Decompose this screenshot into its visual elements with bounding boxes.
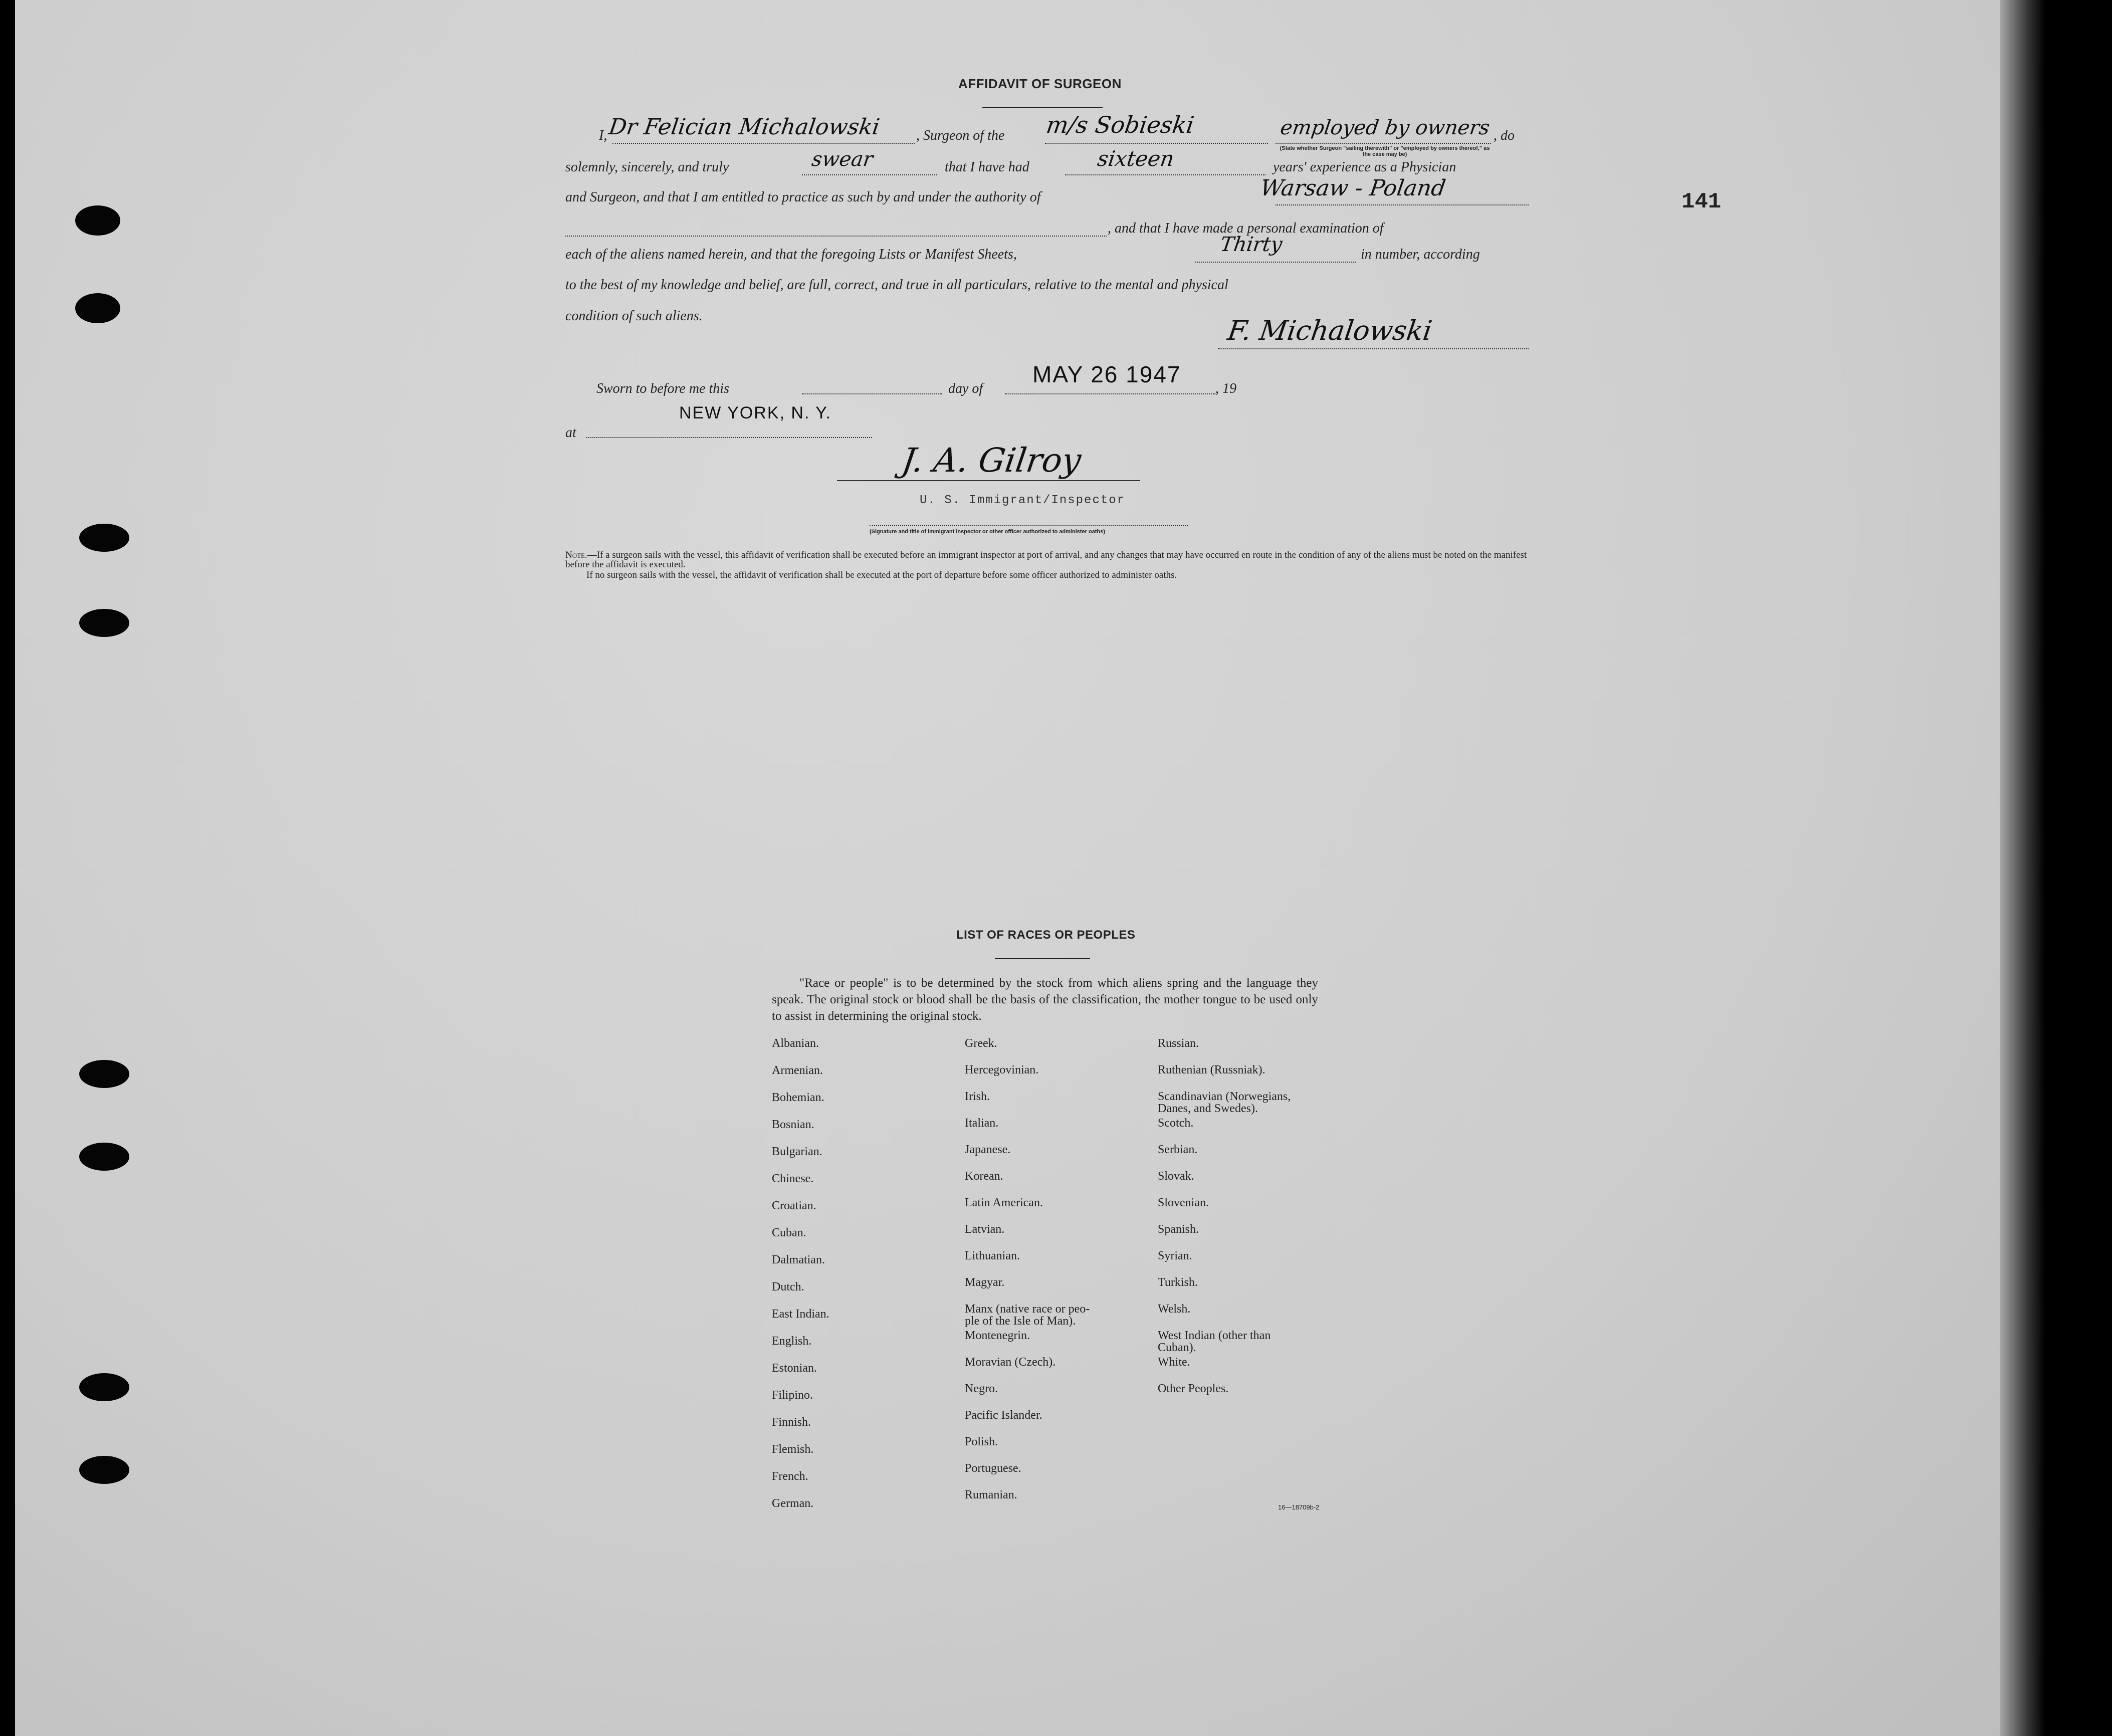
affidavit-title: AFFIDAVIT OF SURGEON	[958, 76, 1122, 91]
races-title: LIST OF RACES OR PEOPLES	[956, 928, 1136, 942]
note-label: Note.	[565, 550, 587, 560]
sheets-handwritten: Thirty	[1218, 233, 1284, 256]
race-item: Serbian.	[1158, 1143, 1198, 1156]
binder-hole	[79, 524, 129, 552]
affidavit-line-1-mid: , Surgeon of the	[916, 128, 1005, 143]
affidavit-line-3-prefix: and Surgeon, and that I am entitled to practice as such by and under the authority of	[565, 189, 1041, 205]
race-item: Magyar.	[965, 1276, 1005, 1289]
vessel-handwritten: m/s Sobieski	[1044, 111, 1196, 138]
affidavit-line-1-prefix: I,	[599, 128, 607, 143]
races-column-1	[772, 1037, 947, 1539]
race-item: Lithuanian.	[965, 1249, 1020, 1262]
races-intro: "Race or people" is to be determined by the stock from which aliens spring and the language they speak. The original stock or blood shall be the basis of the classification, the mother tongue to be used only to assist in determining the original stock.	[772, 976, 1318, 1023]
affidavit-note	[565, 550, 1528, 569]
binder-hole	[75, 293, 120, 323]
races-column-2	[965, 1037, 1160, 1539]
race-item: Slovak.	[1158, 1170, 1194, 1183]
race-item: Chinese.	[772, 1172, 814, 1185]
race-item: Albanian.	[772, 1037, 819, 1050]
blank-vessel	[1045, 143, 1268, 144]
race-item: Slovenian.	[1158, 1196, 1209, 1209]
race-item: Armenian.	[772, 1064, 823, 1077]
affidavit-line-2-suffix: years' experience as a Physician	[1273, 159, 1456, 175]
blank-sheets	[1195, 262, 1356, 263]
years-handwritten: sixteen	[1096, 146, 1176, 171]
race-item: Irish.	[965, 1090, 990, 1103]
blank-surgeon-name	[612, 143, 915, 144]
races-column-3	[1158, 1037, 1368, 1539]
race-item: Latin American.	[965, 1196, 1043, 1209]
title-divider	[982, 107, 1103, 108]
race-item: Manx (native race or peo- ple of the Isle of Man).	[965, 1303, 1090, 1328]
inspector-signature: J. A. Gilroy	[899, 441, 1084, 480]
inspector-signature-line	[837, 480, 1140, 481]
race-item: White.	[1158, 1356, 1190, 1369]
affidavit-line-5-suffix: in number, according	[1361, 247, 1480, 262]
binder-hole	[79, 1373, 129, 1401]
affidavit-line-6: to the best of my knowledge and belief, are full, correct, and true in all particulars, relative to the mental and physical	[565, 277, 1228, 293]
race-item: Greek.	[965, 1037, 997, 1050]
inspector-title-typed: U. S. Immigrant/Inspector	[920, 494, 1126, 507]
page-edge-shadow	[2000, 0, 2045, 1736]
race-item: Moravian (Czech).	[965, 1356, 1056, 1369]
blank-sworn-day	[802, 393, 942, 394]
binder-hole	[75, 205, 120, 236]
race-item: Flemish.	[772, 1443, 814, 1456]
race-item: Filipino.	[772, 1389, 813, 1402]
page-number: 141	[1681, 189, 1722, 214]
race-item: Negro.	[965, 1382, 998, 1395]
date-stamp: MAY 26 1947	[1032, 361, 1181, 387]
race-item: Polish.	[965, 1435, 998, 1448]
sworn-at: at	[565, 425, 576, 441]
blank-employment	[1276, 143, 1491, 144]
blank-sworn-place	[586, 437, 872, 438]
affidavit-line-1-suffix: , do	[1494, 128, 1515, 143]
blank-authority	[1276, 204, 1529, 205]
race-item: Syrian.	[1158, 1249, 1192, 1262]
race-item: Cuban.	[772, 1226, 806, 1239]
blank-years	[1065, 174, 1265, 175]
race-item: Portuguese.	[965, 1462, 1021, 1475]
blank-authority-cont	[565, 236, 1107, 237]
binder-hole	[79, 1143, 129, 1171]
affidavit-line-2-mid: that I have had	[945, 159, 1029, 175]
affidavit-line-5-prefix: each of the aliens named herein, and that the foregoing Lists or Manifest Sheets,	[565, 247, 1017, 262]
binder-hole	[79, 1456, 129, 1484]
race-item: Japanese.	[965, 1143, 1011, 1156]
race-item: Korean.	[965, 1170, 1003, 1183]
race-item: Dalmatian.	[772, 1253, 825, 1266]
surgeon-name-handwritten: Dr Felician Michalowski	[607, 114, 882, 140]
race-item: Pacific Islander.	[965, 1409, 1042, 1422]
sworn-year-prefix: , 19	[1215, 381, 1236, 396]
oath-handwritten: swear	[810, 148, 875, 171]
affidavit-note-2: If no surgeon sails with the vessel, the affidavit of verification shall be executed at the port of departure before some officer authorized to administer oaths.	[586, 570, 1177, 580]
note-text-1: —If a surgeon sails with the vessel, this affidavit of verification shall be executed before an immigrant inspector at port of arrival, and any changes that may have occurred en route in the condition of any of the aliens must be noted on the manifest before the affidavit is executed.	[565, 550, 1527, 570]
employment-handwritten: employed by owners	[1279, 116, 1492, 139]
race-item: East Indian.	[772, 1308, 829, 1321]
race-item: Croatian.	[772, 1199, 816, 1212]
form-code: 16—18709b-2	[1278, 1503, 1320, 1511]
race-item: Spanish.	[1158, 1223, 1199, 1236]
authority-handwritten: Warsaw - Poland	[1258, 175, 1447, 201]
binder-hole	[79, 1060, 129, 1088]
race-item: Ruthenian (Russniak).	[1158, 1063, 1265, 1076]
affidavit-line-2-prefix: solemnly, sincerely, and truly	[565, 159, 729, 175]
race-item: Scotch.	[1158, 1117, 1194, 1130]
race-item: Welsh.	[1158, 1303, 1191, 1316]
race-item: French.	[772, 1470, 808, 1483]
surgeon-signature-line	[1218, 348, 1529, 349]
race-item: Finnish.	[772, 1416, 811, 1429]
race-item: Bohemian.	[772, 1091, 824, 1104]
race-item: English.	[772, 1335, 812, 1348]
race-item: Other Peoples.	[1158, 1382, 1229, 1395]
race-item: Rumanian.	[965, 1488, 1017, 1501]
binder-hole	[79, 609, 129, 637]
race-item: German.	[772, 1497, 814, 1510]
place-stamp: NEW YORK, N. Y.	[679, 403, 831, 422]
race-item: Hercegovinian.	[965, 1063, 1039, 1076]
race-item: Russian.	[1158, 1037, 1199, 1050]
surgeon-signature: F. Michalowski	[1225, 315, 1434, 346]
blank-sworn-month	[1005, 393, 1215, 394]
race-item: Bulgarian.	[772, 1145, 822, 1158]
race-item: West Indian (other than Cuban).	[1158, 1329, 1271, 1354]
inspector-caption-line	[870, 525, 1188, 526]
race-item: Italian.	[965, 1117, 999, 1130]
race-item: Estonian.	[772, 1362, 817, 1375]
signature-caption: (Signature and title of immigrant inspector or other officer authorized to administer oaths)	[870, 529, 1105, 535]
sworn-day-of: day of	[948, 381, 983, 396]
employment-note: (State whether Surgeon "sailing therewith" or "employed by owners thereof," as the case may be)	[1280, 145, 1490, 157]
sworn-prefix: Sworn to before me this	[596, 381, 729, 396]
race-item: Scandinavian (Norwegians, Danes, and Swedes).	[1158, 1090, 1291, 1115]
race-item: Latvian.	[965, 1223, 1005, 1236]
blank-oath	[802, 174, 937, 175]
race-item: Dutch.	[772, 1280, 804, 1293]
race-item: Montenegrin.	[965, 1329, 1030, 1342]
affidavit-line-4: , and that I have made a personal examination of	[1108, 221, 1384, 236]
race-item: Turkish.	[1158, 1276, 1198, 1289]
affidavit-line-7: condition of such aliens.	[565, 308, 703, 324]
races-title-divider	[995, 958, 1090, 959]
race-item: Bosnian.	[772, 1118, 814, 1131]
